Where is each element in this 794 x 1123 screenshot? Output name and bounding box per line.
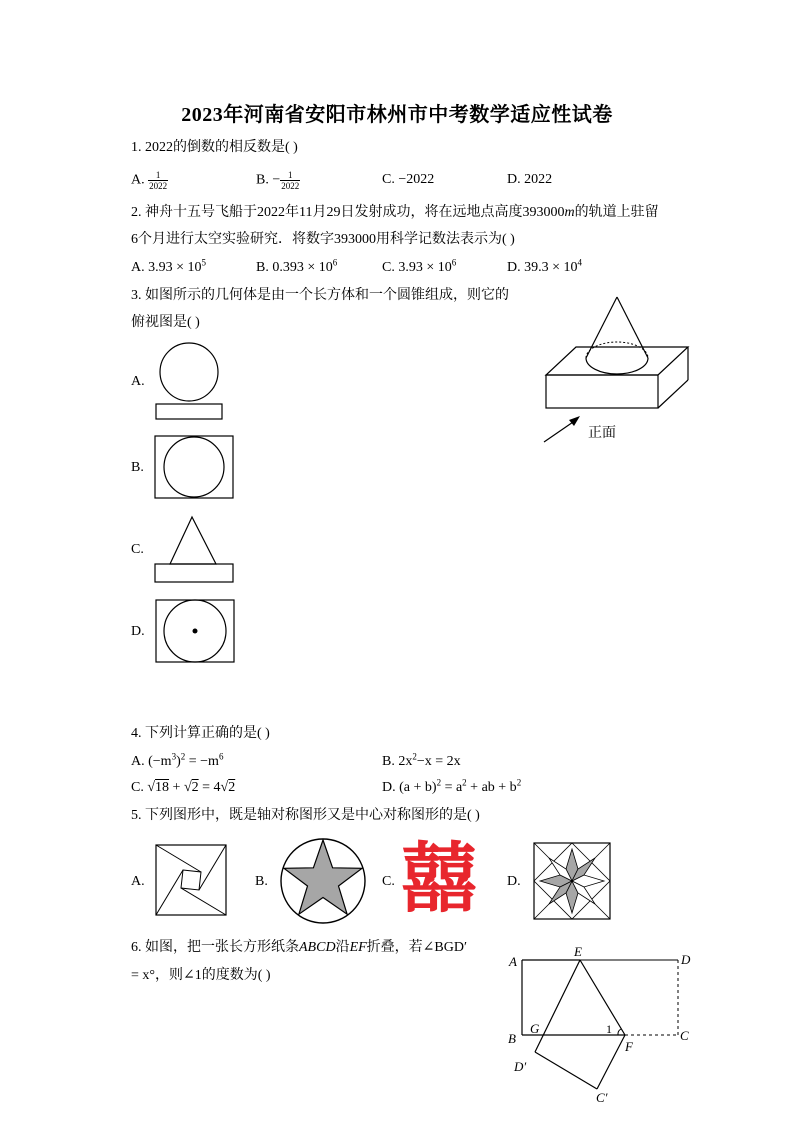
q5-option-b-figure <box>278 836 368 926</box>
q5-option-a-figure <box>154 843 230 919</box>
question-6-line2: = x°，则∠1的度数为( ) <box>131 968 271 983</box>
question-2-line2: 6个月进行太空实验研究．将数字393000用科学记数法表示为( ) <box>131 232 515 247</box>
question-1-stem: 1. 2022的倒数的相反数是( ) <box>131 140 298 155</box>
front-label: 正面 <box>588 425 616 441</box>
question-3-line1: 3. 如图所示的几何体是由一个长方体和一个圆锥组成，则它的 <box>131 288 509 303</box>
q4-option-b: B. $2x^2-x = 2x$ <box>382 751 461 769</box>
q4-option-a: A. $(-m^3)^2 = -m^6$ <box>131 751 224 769</box>
question-3-line2: 俯视图是( ) <box>131 315 200 330</box>
q6-label-a: A <box>509 954 517 969</box>
q1-option-d: D. 2022 <box>507 172 553 187</box>
q3-solid-figure <box>538 292 698 452</box>
q3-option-d-label: D. <box>131 624 145 639</box>
q5-option-b-label: B. <box>255 874 268 889</box>
q6-label-b: B <box>508 1031 516 1046</box>
q3-option-d-figure <box>152 598 238 666</box>
question-2-line1: 2. 神舟十五号飞船于2022年11月29日发射成功，将在远地点高度393000m的轨道上驻留 <box>131 205 659 220</box>
q3-option-c-label: C. <box>131 542 144 557</box>
q3-option-b-figure <box>152 434 236 502</box>
q3-option-a-figure <box>150 340 230 424</box>
question-5-stem: 5. 下列图形中，既是轴对称图形又是中心对称图形的是( ) <box>131 808 480 823</box>
q5-option-c-figure: 囍 <box>401 834 477 923</box>
q1-option-b: B. − $\frac{1}{2022}$ <box>256 170 300 191</box>
q4-option-c: C. √18 + √2 = 4√2 <box>131 780 236 795</box>
q6-label-c: C <box>680 1028 689 1043</box>
q3-option-b-label: B. <box>131 460 144 475</box>
q5-option-c-label: C. <box>382 874 395 889</box>
q2-option-b: B. $0.393 \times 10^6$ <box>256 257 338 275</box>
q3-option-c-figure <box>152 514 236 586</box>
q3-option-a-label: A. <box>131 374 145 389</box>
q2-option-a: A. $3.93 \times 10^5$ <box>131 257 207 275</box>
q2-option-c: C. $3.93 \times 10^6$ <box>382 257 457 275</box>
page-title: 2023年河南省安阳市林州市中考数学适应性试卷 <box>181 104 613 126</box>
question-6-line1: 6. 如图，把一张长方形纸条ABCD沿EF折叠，若∠BGD′ <box>131 940 468 955</box>
q6-label-c-prime: C′ <box>596 1090 608 1105</box>
q6-label-d-prime: D′ <box>514 1059 527 1074</box>
q5-option-a-label: A. <box>131 874 145 889</box>
q5-option-d-figure <box>532 841 612 921</box>
q1-option-a: A. $\frac{1}{2022}$ <box>131 170 168 191</box>
q4-option-d: D. $(a + b)^2 = a^2$ + ab + $b^2$ <box>382 777 522 795</box>
q6-label-1: 1 <box>606 1022 612 1036</box>
q6-label-e: E <box>574 944 582 959</box>
q6-label-g: G <box>530 1021 540 1036</box>
q6-label-f: F <box>625 1039 633 1054</box>
q1-option-c: C. −2022 <box>382 172 435 187</box>
question-4-stem: 4. 下列计算正确的是( ) <box>131 726 270 741</box>
q6-fold-figure <box>500 944 696 1108</box>
q5-option-d-label: D. <box>507 874 521 889</box>
q2-option-d: D. $39.3 \times 10^4$ <box>507 257 583 275</box>
q6-label-d: D <box>681 952 691 967</box>
